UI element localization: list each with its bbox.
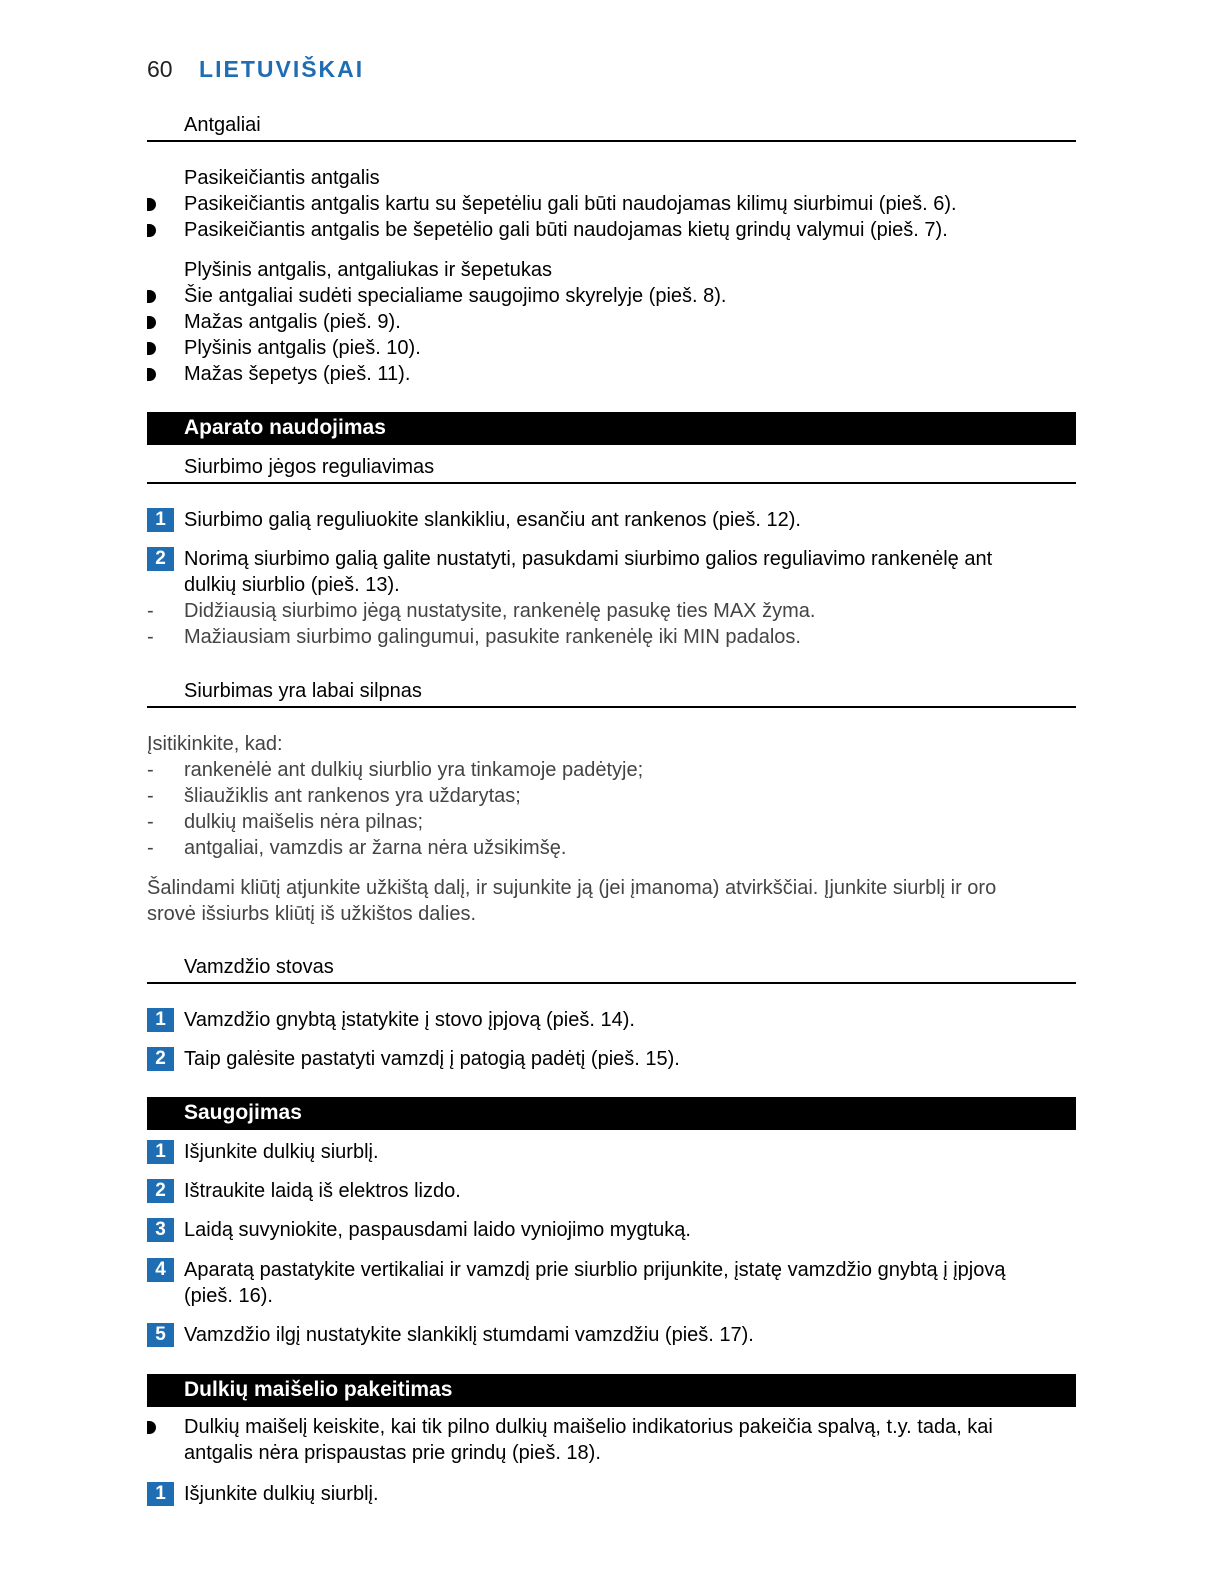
step-row: 1 Siurbimo galią reguliuokite slankikliu, esančiu ant rankenos (pieš. 12). (147, 507, 1076, 533)
group-title: Plyšinis antgalis, antgaliukas ir šepetukas (184, 259, 552, 281)
subsection-tube-stand (147, 954, 1076, 984)
bullet-icon (147, 1414, 159, 1440)
bullet-icon (147, 217, 159, 243)
list-item: Mažas antgalis (pieš. 9). (147, 309, 1076, 335)
page-number: 60 (147, 56, 173, 82)
subsection-antgaliai (147, 112, 1076, 142)
step-row: 2 Taip galėsite pastatyti vamzdį į patogią padėtį (pieš. 15). (147, 1046, 1076, 1072)
step-row: 4 Aparatą pastatykite vertikaliai ir vamzdį prie siurblio prijunkite, įstatę vamzdžio gnybtą į įpjovą (pieš. 16). (147, 1257, 1076, 1309)
list-item: Pasikeičiantis antgalis kartu su šepetėliu gali būti naudojamas kilimų siurbimui (pieš. 6). (147, 191, 1076, 217)
list-item: Pasikeičiantis antgalis be šepetėlio gali būti naudojamas kietų grindų valymui (pieš. 7). (147, 217, 1076, 243)
step-row: 1 Vamzdžio gnybtą įstatykite į stovo įpjovą (pieš. 14). (147, 1007, 1076, 1033)
step-number-badge: 2 (147, 1047, 174, 1071)
step-number-badge: 1 (147, 1008, 174, 1032)
list-item: - Didžiausią siurbimo jėgą nustatysite, rankenėlę pasukę ties MAX žyma. (147, 600, 816, 622)
subsection-weak-suction (147, 678, 1076, 708)
list-item: - šliaužiklis ant rankenos yra uždarytas; (147, 785, 521, 807)
section-bar-dust-bag: Dulkių maišelio pakeitimas (147, 1374, 1076, 1407)
checklist (147, 731, 1076, 861)
bullet-icon (147, 335, 159, 361)
list-item: - Mažiausiam siurbimo galingumui, pasukite rankenėlę iki MIN padalos. (147, 626, 801, 648)
bullet-icon (147, 309, 159, 335)
step-row: 1 Išjunkite dulkių siurblį. (147, 1139, 1076, 1165)
bullet-icon (147, 191, 159, 217)
language-title: LIETUVIŠKAI (199, 56, 365, 82)
step-number-badge: 2 (147, 547, 174, 571)
step-number-badge: 1 (147, 1140, 174, 1164)
list-item: Mažas šepetys (pieš. 11). (147, 361, 1076, 387)
nozzle-group-1 (147, 165, 1076, 243)
step-row: 2 Norimą siurbimo galią galite nustatyti, pasukdami siurbimo galios reguliavimo rankenėlę ant dulkių siurblio (pieš. 13). - Didžiausią siurbimo jėgą nustatysite, rankenėlę pasukę ties MAX žyma. - Mažiausiam siurbimo galingumui, pasukite rankenėlę iki MIN padalos. (147, 546, 1076, 650)
step-number-badge: 5 (147, 1323, 174, 1347)
group-title: Pasikeičiantis antgalis (184, 167, 380, 189)
subsection-title: Antgaliai (147, 112, 1076, 142)
list-item: - dulkių maišelis nėra pilnas; (147, 811, 424, 833)
list-item: Plyšinis antgalis (pieš. 10). (147, 335, 1076, 361)
list-item: - antgaliai, vamzdis ar žarna nėra užsikimšę. (147, 837, 567, 859)
step-number-badge: 3 (147, 1218, 174, 1242)
nozzle-group-2 (147, 257, 1076, 387)
subsection-title: Siurbimo jėgos reguliavimas (147, 454, 1076, 484)
section-bar-storage: Saugojimas (147, 1097, 1076, 1130)
checklist-intro: Įsitikinkite, kad: (147, 733, 283, 755)
step-row: 5 Vamzdžio ilgį nustatykite slankiklį stumdami vamzdžiu (pieš. 17). (147, 1322, 1076, 1348)
subsection-suction-power (147, 454, 1076, 484)
section-bar-usage: Aparato naudojimas (147, 412, 1076, 445)
list-item: Šie antgaliai sudėti specialiame saugojimo skyrelyje (pieš. 8). (147, 283, 1076, 309)
step-number-badge: 2 (147, 1179, 174, 1203)
list-item: Dulkių maišelį keiskite, kai tik pilno dulkių maišelio indikatorius pakeičia spalvą, t.y. tada, kai antgalis nėra prispaustas prie grindų (pieš. 18). (147, 1414, 1076, 1466)
bullet-icon (147, 361, 159, 387)
step-number-badge: 1 (147, 1482, 174, 1506)
step-number-badge: 4 (147, 1258, 174, 1282)
step-number-badge: 1 (147, 508, 174, 532)
list-item: - rankenėlė ant dulkių siurblio yra tinkamoje padėtyje; (147, 759, 644, 781)
subsection-title: Siurbimas yra labai silpnas (147, 678, 1076, 708)
subsection-title: Vamzdžio stovas (147, 954, 1076, 984)
paragraph: Šalindami kliūtį atjunkite užkištą dalį, ir sujunkite ją (jei įmanoma) atvirkščiai. Įjunkite siurblį ir oro srovė išsiurbs kliūtį iš užkištos dalies. (147, 877, 997, 925)
step-row: 3 Laidą suvyniokite, paspausdami laido vyniojimo mygtuką. (147, 1217, 1076, 1243)
step-row: 2 Ištraukite laidą iš elektros lizdo. (147, 1178, 1076, 1204)
bullet-icon (147, 283, 159, 309)
step-row: 1 Išjunkite dulkių siurblį. (147, 1481, 1076, 1507)
page-header (147, 56, 364, 86)
